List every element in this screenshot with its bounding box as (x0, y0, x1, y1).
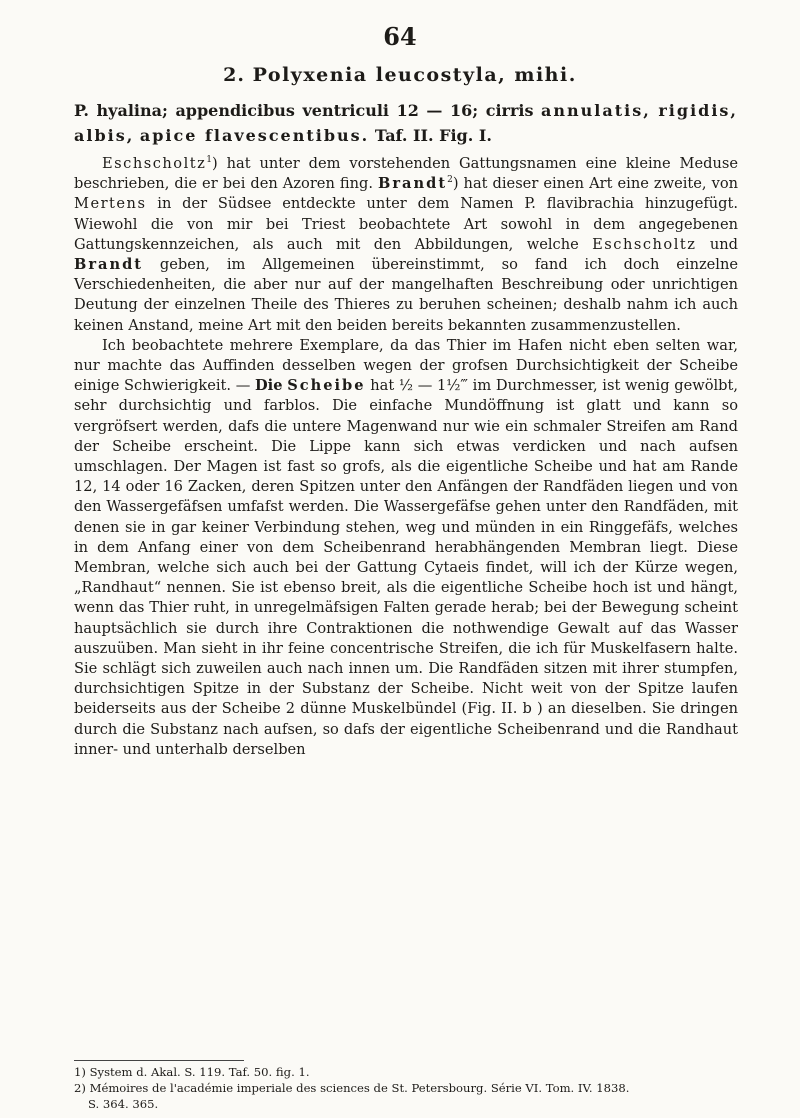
para2-text-3: Die einfache Mundöffnung ist glatt und kann so vergröfsert werden, dafs die untere Magenwand nur wie ein schmaler Streifen am Rand der Scheibe erscheint. Die Lippe kann sich etwas verdicken und nach aufsen umschlagen. Der Magen ist fast so grofs, als die eigentliche Scheibe und hat am Rande 12, 14 oder 16 Zacken, deren Spitzen unter den Anfängen der Randfäden liegen und von den Wassergefäfsen umfafst werden. Die Wassergefäfse gehen unter den Randfäden, mit denen sie in gar keiner Verbindung stehen, weg und münden in ein Ringgefäfs, welches in dem Anfang einer von dem Scheibenrand herabhängenden Membran liegt. Diese Membran, welche sich auch bei der Gattung Cytaeis findet, will ich der Kürze wegen, „Randhaut“ nennen. Sie ist ebenso breit, als die eigentliche Scheibe hoch ist und hängt, wenn das Thier ruht, in unregelmäfsigen Falten gerade herab; bei der Bewegung scheint hauptsächlich sie durch ihre Contraktionen die nothwendige Gewalt auf das Wasser auszuüben. Man sieht in ihr feine concentrische Streifen, die ich für Muskelfasern halte. Sie schlägt sich zuweilen auch nach innen um. Die Randfäden sitzen mit ihrer stumpfen, durchsichtigen Spitze in der Substanz der Scheibe. Nicht weit von der Spitze laufen beiderseits aus der Scheibe 2 dünne Muskelbündel (Fig. II. b ) an dieselben. Sie dringen durch die Substanz nach aufsen, so dafs der eigentliche Scheibenrand und die Randhaut inner- und unterhalb derselben (74, 397, 738, 758)
diagnosis-apice: apice flavescentibus. (139, 126, 370, 145)
paragraph-1 (74, 154, 738, 336)
species-diagnosis (74, 98, 738, 148)
para2-die: Die (255, 377, 283, 395)
author-mertens: Mertens (74, 195, 147, 213)
para1-text-3: in der Südsee entdeckte unter dem Namen P. flavibrachia hinzugefügt. Wiewohl die von mir bei Triest beobachtete Art sowohl in dem angegebenen Gattungskennzeichen, als auch mit den Abbildungen, welche (74, 195, 738, 253)
page-number: 64 (383, 22, 417, 51)
author-eschscholtz-2: Eschscholtz (592, 235, 697, 253)
diagnosis-figure-ref: Taf. II. Fig. I. (374, 126, 492, 145)
species-heading (0, 64, 800, 86)
paragraph-2 (74, 336, 738, 760)
author-eschscholtz: Eschscholtz (102, 155, 207, 172)
diagnosis-albis: albis, (74, 126, 135, 145)
para1-text-1: ) hat unter dem vorstehenden Gattungsnamen eine kleine Meduse beschrieben, die er bei den Azoren fing. (74, 155, 738, 193)
para2-scheibe: Scheibe (287, 377, 366, 395)
main-text (74, 98, 738, 760)
para1-text-4: und (696, 235, 739, 253)
footnote-divider (74, 1060, 244, 1061)
footnote-2-continued: S. 364. 365. (88, 1097, 159, 1111)
footnote-mark-2: 2 (447, 175, 453, 186)
diagnosis-annulatis: annulatis, (541, 101, 651, 120)
diagnosis-text: P. hyalina; appendicibus ventriculi 12 — 16; cirris (74, 101, 542, 120)
para1-text-5: geben, im Allgemeinen übereinstimmt, so fand ich doch einzelne Verschiedenheiten, die aber nur auf der mangelhaften Beschreibung oder unrichtigen Deutung der einzelnen Theile des Thieres zu beruhen scheinen; deshalb nahm ich auch keinen Anstand, meine Art mit den beiden bereits bekannten zusammenzustellen. (74, 256, 738, 334)
species-title: Polyxenia leucostyla, mihi. (252, 64, 577, 86)
para1-text-2: ) hat dieser einen Art eine zweite, von (452, 175, 738, 193)
para2-text-1: Ich beobachtete mehrere Exemplare, da das Thier im Hafen nicht eben selten war, nur machte das Auffinden desselben wegen der grofsen Durchsichtigkeit der Scheibe einige Schwierigkeit. — (74, 336, 738, 395)
author-brandt: Brandt (378, 175, 448, 193)
diagnosis-rigidis: rigidis, (658, 101, 738, 120)
footnote-1: 1) System d. Akal. S. 119. Taf. 50. fig. 1. (74, 1065, 310, 1079)
footnote-mark-1: 1 (206, 155, 213, 166)
para2-text-2: hat ½ — 1½‴ im Durchmesser, ist wenig gewölbt, sehr durchsichtig und farblos. (74, 377, 738, 415)
author-brandt-2: Brandt (74, 256, 144, 274)
footnote-2: 2) Mémoires de l'académie imperiale des sciences de St. Petersbourg. Série VI. Tom. IV. 1838. (74, 1081, 630, 1095)
footnotes (74, 1064, 738, 1112)
species-number: 2. (223, 64, 246, 86)
